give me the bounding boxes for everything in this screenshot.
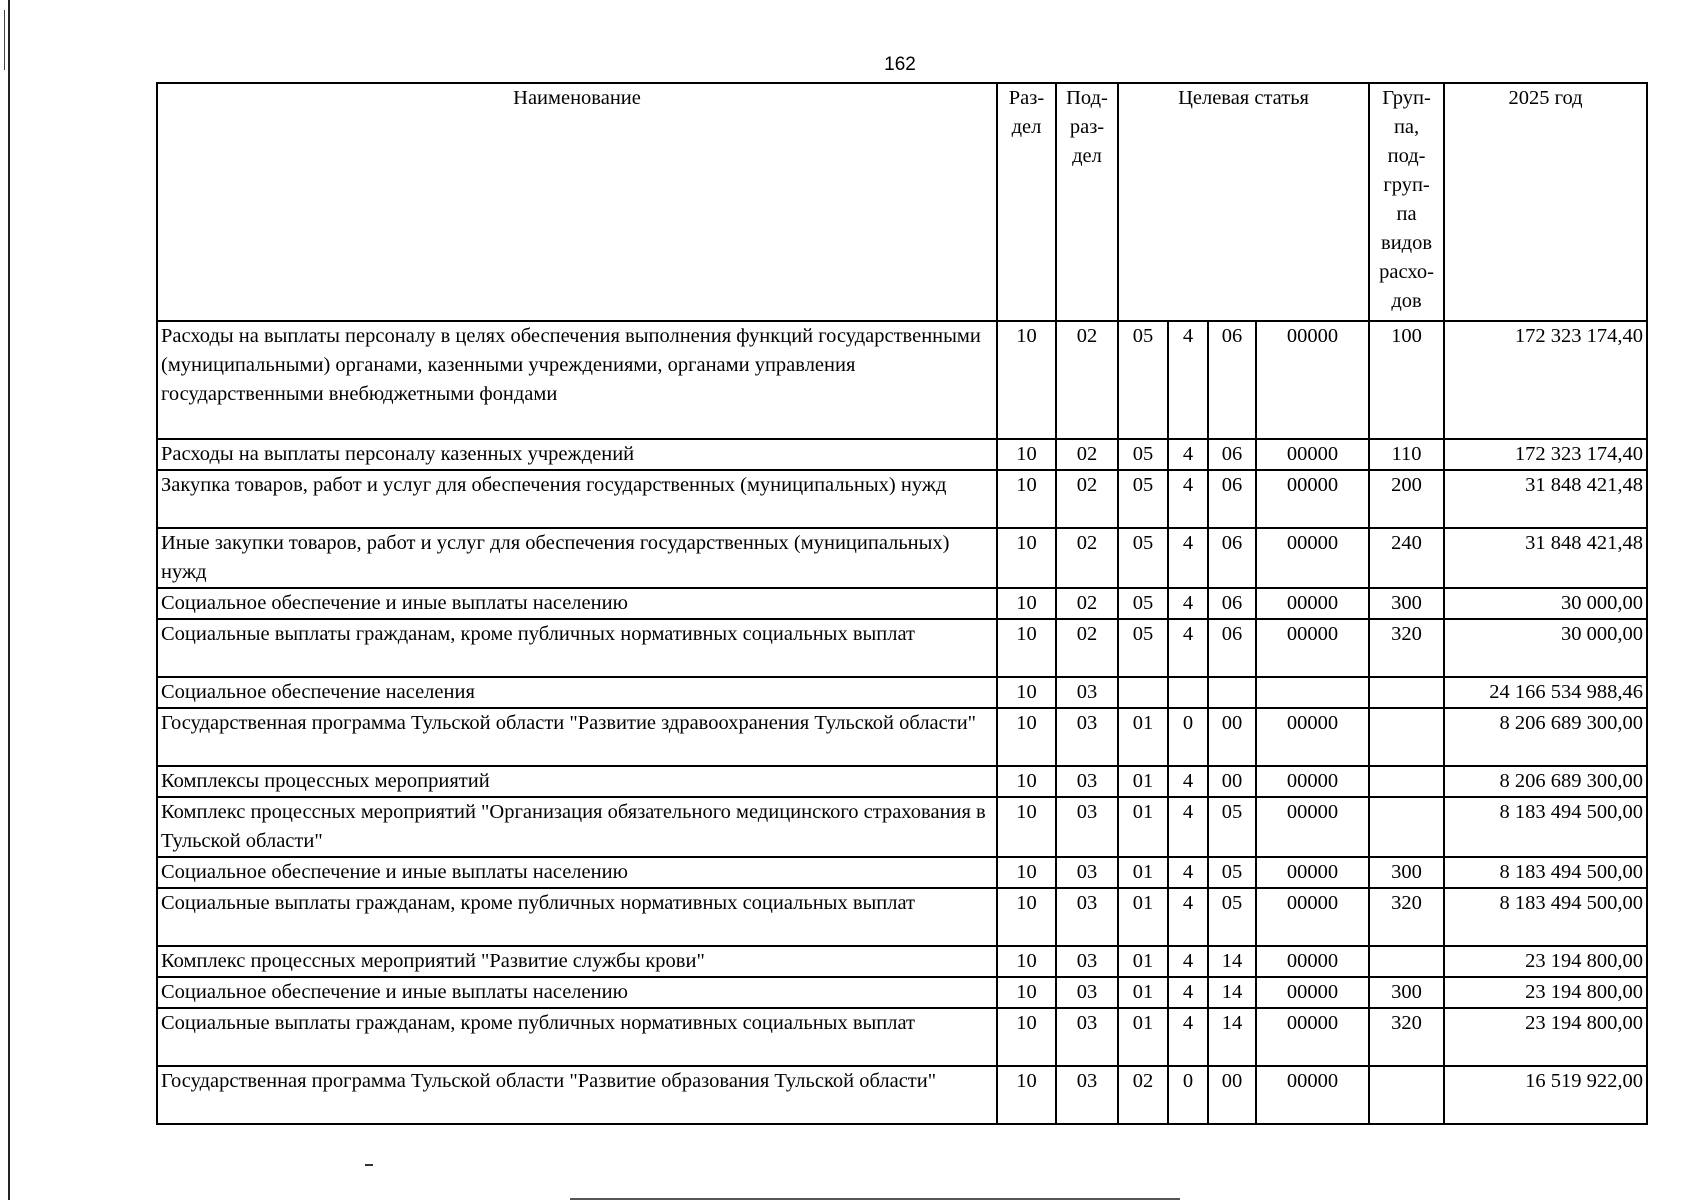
row-podrazdel: 03 bbox=[1056, 797, 1118, 857]
table-body bbox=[157, 321, 1647, 1124]
row-razdel: 10 bbox=[997, 797, 1056, 857]
row-target-program: 01 bbox=[1118, 1008, 1168, 1066]
table-row bbox=[157, 677, 1647, 708]
row-target-program: 02 bbox=[1118, 1066, 1168, 1124]
row-amount: 30 000,00 bbox=[1444, 619, 1647, 677]
row-target-direction: 00000 bbox=[1256, 321, 1369, 439]
row-name: Иные закупки товаров, работ и услуг для обеспечения государственных (муниципальных) нужд bbox=[157, 528, 997, 588]
row-target-type: 4 bbox=[1168, 321, 1208, 439]
row-name: Социальное обеспечение и иные выплаты населению bbox=[157, 588, 997, 619]
row-amount: 8 206 689 300,00 bbox=[1444, 708, 1647, 766]
table-row bbox=[157, 708, 1647, 766]
row-target-type: 4 bbox=[1168, 977, 1208, 1008]
row-podrazdel: 03 bbox=[1056, 1066, 1118, 1124]
row-podrazdel: 03 bbox=[1056, 677, 1118, 708]
row-name: Комплексы процессных мероприятий bbox=[157, 766, 997, 797]
row-expense-group: 240 bbox=[1369, 528, 1444, 588]
row-target-complex: 14 bbox=[1208, 1008, 1256, 1066]
row-amount: 8 206 689 300,00 bbox=[1444, 766, 1647, 797]
row-expense-group bbox=[1369, 946, 1444, 977]
row-amount: 31 848 421,48 bbox=[1444, 470, 1647, 528]
row-target-complex: 14 bbox=[1208, 946, 1256, 977]
row-name: Комплекс процессных мероприятий "Организация обязательного медицинского страхования в Тульской области" bbox=[157, 797, 997, 857]
row-expense-group: 320 bbox=[1369, 619, 1444, 677]
table-row bbox=[157, 588, 1647, 619]
row-target-complex: 00 bbox=[1208, 766, 1256, 797]
row-podrazdel: 03 bbox=[1056, 888, 1118, 946]
row-target-complex: 06 bbox=[1208, 619, 1256, 677]
row-name: Социальное обеспечение и иные выплаты населению bbox=[157, 977, 997, 1008]
row-razdel: 10 bbox=[997, 857, 1056, 888]
row-amount: 30 000,00 bbox=[1444, 588, 1647, 619]
row-target-type: 4 bbox=[1168, 588, 1208, 619]
row-amount: 8 183 494 500,00 bbox=[1444, 857, 1647, 888]
row-amount: 8 183 494 500,00 bbox=[1444, 797, 1647, 857]
row-target-program: 01 bbox=[1118, 857, 1168, 888]
row-target-program: 01 bbox=[1118, 797, 1168, 857]
row-amount: 23 194 800,00 bbox=[1444, 977, 1647, 1008]
row-expense-group: 110 bbox=[1369, 439, 1444, 470]
row-name: Социальные выплаты гражданам, кроме публичных нормативных социальных выплат bbox=[157, 619, 997, 677]
row-razdel: 10 bbox=[997, 766, 1056, 797]
row-podrazdel: 03 bbox=[1056, 708, 1118, 766]
row-target-direction: 00000 bbox=[1256, 797, 1369, 857]
row-target-type: 0 bbox=[1168, 708, 1208, 766]
row-podrazdel: 02 bbox=[1056, 588, 1118, 619]
row-expense-group: 300 bbox=[1369, 857, 1444, 888]
row-target-complex: 14 bbox=[1208, 977, 1256, 1008]
row-name: Государственная программа Тульской области "Развитие здравоохранения Тульской области" bbox=[157, 708, 997, 766]
header-razdel: Раз- дел bbox=[997, 83, 1056, 321]
row-name: Социальное обеспечение населения bbox=[157, 677, 997, 708]
row-amount: 172 323 174,40 bbox=[1444, 321, 1647, 439]
table-row bbox=[157, 470, 1647, 528]
table-row bbox=[157, 321, 1647, 439]
row-name: Государственная программа Тульской области "Развитие образования Тульской области" bbox=[157, 1066, 997, 1124]
row-target-program: 05 bbox=[1118, 528, 1168, 588]
row-expense-group bbox=[1369, 797, 1444, 857]
row-target-program: 05 bbox=[1118, 619, 1168, 677]
row-name: Комплекс процессных мероприятий "Развитие службы крови" bbox=[157, 946, 997, 977]
row-target-program: 05 bbox=[1118, 470, 1168, 528]
row-podrazdel: 02 bbox=[1056, 619, 1118, 677]
budget-table bbox=[156, 82, 1648, 1125]
row-target-direction: 00000 bbox=[1256, 1066, 1369, 1124]
row-amount: 16 519 922,00 bbox=[1444, 1066, 1647, 1124]
header-podrazdel: Под- раз- дел bbox=[1056, 83, 1118, 321]
row-target-type: 4 bbox=[1168, 1008, 1208, 1066]
row-podrazdel: 02 bbox=[1056, 321, 1118, 439]
scan-edge-mark bbox=[4, 10, 5, 70]
row-target-complex: 06 bbox=[1208, 439, 1256, 470]
row-razdel: 10 bbox=[997, 708, 1056, 766]
row-amount: 31 848 421,48 bbox=[1444, 528, 1647, 588]
table-row bbox=[157, 946, 1647, 977]
row-razdel: 10 bbox=[997, 888, 1056, 946]
row-amount: 172 323 174,40 bbox=[1444, 439, 1647, 470]
row-target-direction: 00000 bbox=[1256, 857, 1369, 888]
row-podrazdel: 03 bbox=[1056, 946, 1118, 977]
row-name: Закупка товаров, работ и услуг для обеспечения государственных (муниципальных) нужд bbox=[157, 470, 997, 528]
row-target-complex bbox=[1208, 677, 1256, 708]
row-expense-group: 320 bbox=[1369, 888, 1444, 946]
row-name: Социальные выплаты гражданам, кроме публичных нормативных социальных выплат bbox=[157, 888, 997, 946]
row-razdel: 10 bbox=[997, 588, 1056, 619]
row-target-type: 4 bbox=[1168, 470, 1208, 528]
row-expense-group: 300 bbox=[1369, 977, 1444, 1008]
row-razdel: 10 bbox=[997, 1008, 1056, 1066]
row-target-direction bbox=[1256, 677, 1369, 708]
row-target-program: 01 bbox=[1118, 708, 1168, 766]
row-razdel: 10 bbox=[997, 321, 1056, 439]
row-amount: 8 183 494 500,00 bbox=[1444, 888, 1647, 946]
row-target-complex: 05 bbox=[1208, 797, 1256, 857]
row-podrazdel: 02 bbox=[1056, 470, 1118, 528]
row-target-program: 01 bbox=[1118, 766, 1168, 797]
row-target-complex: 06 bbox=[1208, 588, 1256, 619]
page-number: 162 bbox=[884, 54, 916, 75]
row-target-complex: 06 bbox=[1208, 321, 1256, 439]
row-target-direction: 00000 bbox=[1256, 528, 1369, 588]
row-razdel: 10 bbox=[997, 439, 1056, 470]
row-amount: 24 166 534 988,46 bbox=[1444, 677, 1647, 708]
row-target-direction: 00000 bbox=[1256, 888, 1369, 946]
row-razdel: 10 bbox=[997, 470, 1056, 528]
row-name: Расходы на выплаты персоналу в целях обеспечения выполнения функций государственными (муниципальными) органами, казенными учреждениями, органами управления государственными внебюджетными фондами bbox=[157, 321, 997, 439]
row-target-direction: 00000 bbox=[1256, 619, 1369, 677]
row-razdel: 10 bbox=[997, 528, 1056, 588]
row-target-program: 01 bbox=[1118, 888, 1168, 946]
row-target-type: 4 bbox=[1168, 439, 1208, 470]
row-target-direction: 00000 bbox=[1256, 946, 1369, 977]
row-expense-group bbox=[1369, 708, 1444, 766]
row-expense-group bbox=[1369, 677, 1444, 708]
row-target-complex: 06 bbox=[1208, 470, 1256, 528]
row-podrazdel: 03 bbox=[1056, 857, 1118, 888]
table-row bbox=[157, 857, 1647, 888]
row-target-complex: 05 bbox=[1208, 857, 1256, 888]
row-name: Расходы на выплаты персоналу казенных учреждений bbox=[157, 439, 997, 470]
row-podrazdel: 03 bbox=[1056, 766, 1118, 797]
table-row bbox=[157, 619, 1647, 677]
row-target-direction: 00000 bbox=[1256, 439, 1369, 470]
row-target-program: 05 bbox=[1118, 439, 1168, 470]
header-gruppa-vidov-rashodov: Груп- па, под- груп- па видов расхо- дов bbox=[1369, 83, 1444, 321]
row-expense-group: 300 bbox=[1369, 588, 1444, 619]
row-target-complex: 00 bbox=[1208, 708, 1256, 766]
row-podrazdel: 02 bbox=[1056, 528, 1118, 588]
row-target-direction: 00000 bbox=[1256, 708, 1369, 766]
row-target-type: 4 bbox=[1168, 619, 1208, 677]
row-expense-group bbox=[1369, 766, 1444, 797]
row-target-type: 4 bbox=[1168, 946, 1208, 977]
scan-edge bbox=[8, 0, 10, 1200]
row-expense-group: 200 bbox=[1369, 470, 1444, 528]
row-podrazdel: 03 bbox=[1056, 977, 1118, 1008]
row-name: Социальное обеспечение и иные выплаты населению bbox=[157, 857, 997, 888]
footer-dash bbox=[365, 1164, 373, 1166]
row-target-program bbox=[1118, 677, 1168, 708]
row-target-direction: 00000 bbox=[1256, 588, 1369, 619]
row-target-type: 4 bbox=[1168, 857, 1208, 888]
row-target-type: 0 bbox=[1168, 1066, 1208, 1124]
table-row bbox=[157, 766, 1647, 797]
row-target-complex: 00 bbox=[1208, 1066, 1256, 1124]
row-razdel: 10 bbox=[997, 1066, 1056, 1124]
row-target-program: 05 bbox=[1118, 321, 1168, 439]
row-razdel: 10 bbox=[997, 946, 1056, 977]
row-expense-group: 100 bbox=[1369, 321, 1444, 439]
row-target-program: 01 bbox=[1118, 946, 1168, 977]
row-target-direction: 00000 bbox=[1256, 766, 1369, 797]
row-razdel: 10 bbox=[997, 619, 1056, 677]
table-row bbox=[157, 888, 1647, 946]
row-expense-group: 320 bbox=[1369, 1008, 1444, 1066]
table-row bbox=[157, 1066, 1647, 1124]
row-podrazdel: 03 bbox=[1056, 1008, 1118, 1066]
table-row bbox=[157, 1008, 1647, 1066]
row-target-complex: 05 bbox=[1208, 888, 1256, 946]
row-target-program: 01 bbox=[1118, 977, 1168, 1008]
row-razdel: 10 bbox=[997, 977, 1056, 1008]
row-target-complex: 06 bbox=[1208, 528, 1256, 588]
row-amount: 23 194 800,00 bbox=[1444, 946, 1647, 977]
row-target-program: 05 bbox=[1118, 588, 1168, 619]
table-row bbox=[157, 528, 1647, 588]
row-target-direction: 00000 bbox=[1256, 977, 1369, 1008]
header-name: Наименование bbox=[157, 83, 997, 321]
table-row bbox=[157, 797, 1647, 857]
table-header-row bbox=[157, 83, 1647, 321]
row-name: Социальные выплаты гражданам, кроме публичных нормативных социальных выплат bbox=[157, 1008, 997, 1066]
row-target-type: 4 bbox=[1168, 888, 1208, 946]
row-target-direction: 00000 bbox=[1256, 470, 1369, 528]
row-target-direction: 00000 bbox=[1256, 1008, 1369, 1066]
header-year-2025: 2025 год bbox=[1444, 83, 1647, 321]
row-target-type bbox=[1168, 677, 1208, 708]
table-row bbox=[157, 439, 1647, 470]
row-target-type: 4 bbox=[1168, 797, 1208, 857]
row-razdel: 10 bbox=[997, 677, 1056, 708]
header-tselevaya-statya: Целевая статья bbox=[1118, 83, 1369, 321]
row-podrazdel: 02 bbox=[1056, 439, 1118, 470]
row-amount: 23 194 800,00 bbox=[1444, 1008, 1647, 1066]
row-expense-group bbox=[1369, 1066, 1444, 1124]
table-row bbox=[157, 977, 1647, 1008]
row-target-type: 4 bbox=[1168, 528, 1208, 588]
row-target-type: 4 bbox=[1168, 766, 1208, 797]
